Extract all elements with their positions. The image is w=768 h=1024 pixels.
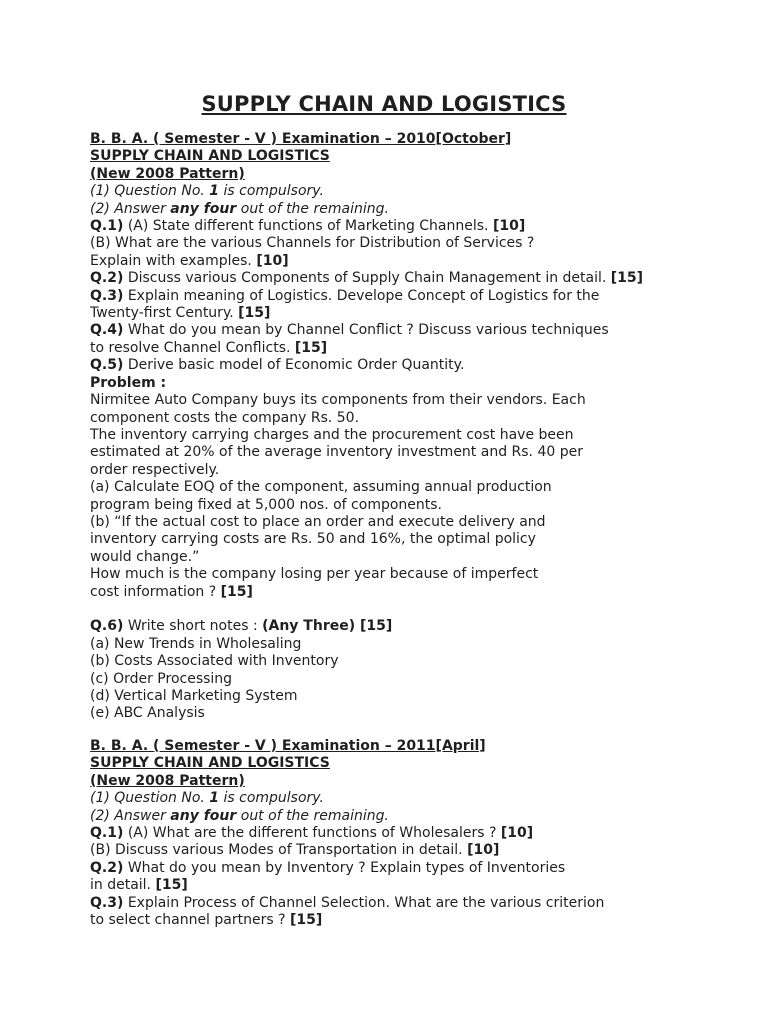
body-text: cost information ? — [90, 583, 221, 600]
text-line — [90, 322, 730, 339]
text-line — [90, 253, 730, 270]
bold-text: [10] — [492, 218, 526, 235]
text-line — [90, 705, 730, 722]
body-text: estimated at 20% of the average inventory investment and Rs. 40 per — [90, 444, 583, 461]
text-line — [90, 235, 730, 252]
text-line — [90, 531, 730, 548]
pattern-label: (New 2008 Pattern) — [90, 165, 245, 182]
bold-text: Problem : — [90, 374, 167, 391]
text-line — [90, 584, 730, 601]
body-text: (B) Discuss various Modes of Transportation in detail. — [90, 842, 468, 859]
body-text: would change.” — [90, 548, 200, 565]
blank-line — [90, 601, 730, 618]
bold-text: Q.2) — [90, 859, 124, 876]
bold-text: [10] — [500, 825, 534, 842]
instruction-answer-four: (2) Answer any four out of the remaining. — [90, 807, 389, 824]
bold-text: [15] — [610, 270, 644, 287]
body-text: order respectively. — [90, 461, 220, 478]
text-line — [90, 288, 730, 305]
text-line — [90, 357, 730, 374]
text-line — [90, 912, 730, 929]
body-text: Write short notes : — [127, 618, 263, 635]
pattern-label: (New 2008 Pattern) — [90, 772, 245, 789]
bold-text: Q.3) — [90, 894, 124, 911]
body-text: The inventory carrying charges and the procurement cost have been — [90, 426, 574, 443]
text-line — [90, 479, 730, 496]
body-text: (A) State different functions of Marketing Channels. — [127, 218, 493, 235]
body-text: What do you mean by Channel Conflict ? Discuss various techniques — [127, 322, 609, 339]
document-title: SUPPLY CHAIN AND LOGISTICS — [201, 92, 567, 116]
body-text: What do you mean by Inventory ? Explain types of Inventories — [127, 859, 566, 876]
text-line — [90, 618, 730, 635]
body-text: How much is the company losing per year because of imperfect — [90, 566, 539, 583]
body-text: (A) What are the different functions of Wholesalers ? — [127, 825, 501, 842]
body-text: (a) New Trends in Wholesaling — [90, 635, 302, 652]
body-text: Discuss various Components of Supply Chain Management in detail. — [127, 270, 611, 287]
bold-text: Q.1) — [90, 218, 124, 235]
exam-section-2011-april — [90, 738, 730, 929]
bold-text: Q.6) — [90, 618, 124, 635]
bold-text: Q.4) — [90, 322, 124, 339]
exam-header: B. B. A. ( Semester - V ) Examination – 2010[October] — [90, 131, 512, 147]
body-text: (c) Order Processing — [90, 670, 233, 687]
text-line — [90, 566, 730, 583]
text-line — [90, 462, 730, 479]
bold-text: [10] — [467, 842, 500, 859]
text-line — [90, 653, 730, 670]
instruction-compulsory: (1) Question No. 1 is compulsory. — [90, 790, 324, 807]
body-text: to select channel partners ? — [90, 912, 290, 929]
bold-text: Q.2) — [90, 270, 124, 287]
text-line — [90, 410, 730, 427]
bold-text: (Any Three) [15] — [262, 618, 393, 635]
subject-name: SUPPLY CHAIN AND LOGISTICS — [90, 755, 330, 772]
bold-text: Q.3) — [90, 287, 124, 304]
text-line — [90, 340, 730, 357]
body-text: Explain meaning of Logistics. Develope Concept of Logistics for the — [127, 287, 600, 304]
text-line — [90, 671, 730, 688]
instruction-answer-four: (2) Answer any four out of the remaining. — [90, 200, 389, 217]
body-text: (b) Costs Associated with Inventory — [90, 653, 339, 670]
text-line — [90, 514, 730, 531]
body-text: (a) Calculate EOQ of the component, assuming annual production — [90, 479, 552, 496]
text-line — [90, 392, 730, 409]
exam-header: B. B. A. ( Semester - V ) Examination – 2011[April] — [90, 738, 486, 754]
question-list — [90, 825, 730, 929]
bold-text: [15] — [155, 877, 188, 894]
body-text: Derive basic model of Economic Order Quantity. — [127, 357, 465, 374]
bold-text: Q.5) — [90, 357, 124, 374]
subject-name: SUPPLY CHAIN AND LOGISTICS — [90, 148, 330, 165]
bold-text: Q.1) — [90, 825, 124, 842]
bold-text: [10] — [256, 252, 289, 269]
body-text: (d) Vertical Marketing System — [90, 687, 298, 704]
body-text: in detail. — [90, 877, 156, 894]
bold-text: [15] — [294, 339, 328, 356]
text-line — [90, 877, 730, 894]
text-line — [90, 860, 730, 877]
text-line — [90, 842, 730, 859]
body-text: (e) ABC Analysis — [90, 705, 205, 722]
body-text: Nirmitee Auto Company buys its components from their vendors. Each — [90, 392, 586, 409]
bold-text: [15] — [238, 305, 271, 322]
text-line — [90, 825, 730, 842]
text-line — [90, 375, 730, 392]
body-text: program being fixed at 5,000 nos. of components. — [90, 496, 443, 513]
text-line — [90, 427, 730, 444]
text-line — [90, 895, 730, 912]
text-line — [90, 305, 730, 322]
body-text: to resolve Channel Conflicts. — [90, 339, 295, 356]
body-text: component costs the company Rs. 50. — [90, 409, 360, 426]
text-line — [90, 688, 730, 705]
body-text: (b) “If the actual cost to place an order and execute delivery and — [90, 513, 546, 530]
body-text: (B) What are the various Channels for Distribution of Services ? — [90, 235, 535, 252]
text-line — [90, 636, 730, 653]
text-line — [90, 497, 730, 514]
question-list — [90, 218, 730, 723]
body-text: Explain Process of Channel Selection. What are the various criterion — [127, 894, 605, 911]
text-line — [90, 218, 730, 235]
text-line — [90, 549, 730, 566]
body-text: Explain with examples. — [90, 252, 257, 269]
text-line — [90, 270, 730, 287]
bold-text: [15] — [289, 912, 323, 929]
bold-text: [15] — [220, 583, 253, 600]
text-line — [90, 444, 730, 461]
body-text: inventory carrying costs are Rs. 50 and 16%, the optimal policy — [90, 531, 536, 548]
exam-section-2010-october — [90, 131, 730, 723]
body-text: Twenty-first Century. — [90, 305, 239, 322]
instruction-compulsory: (1) Question No. 1 is compulsory. — [90, 183, 324, 200]
